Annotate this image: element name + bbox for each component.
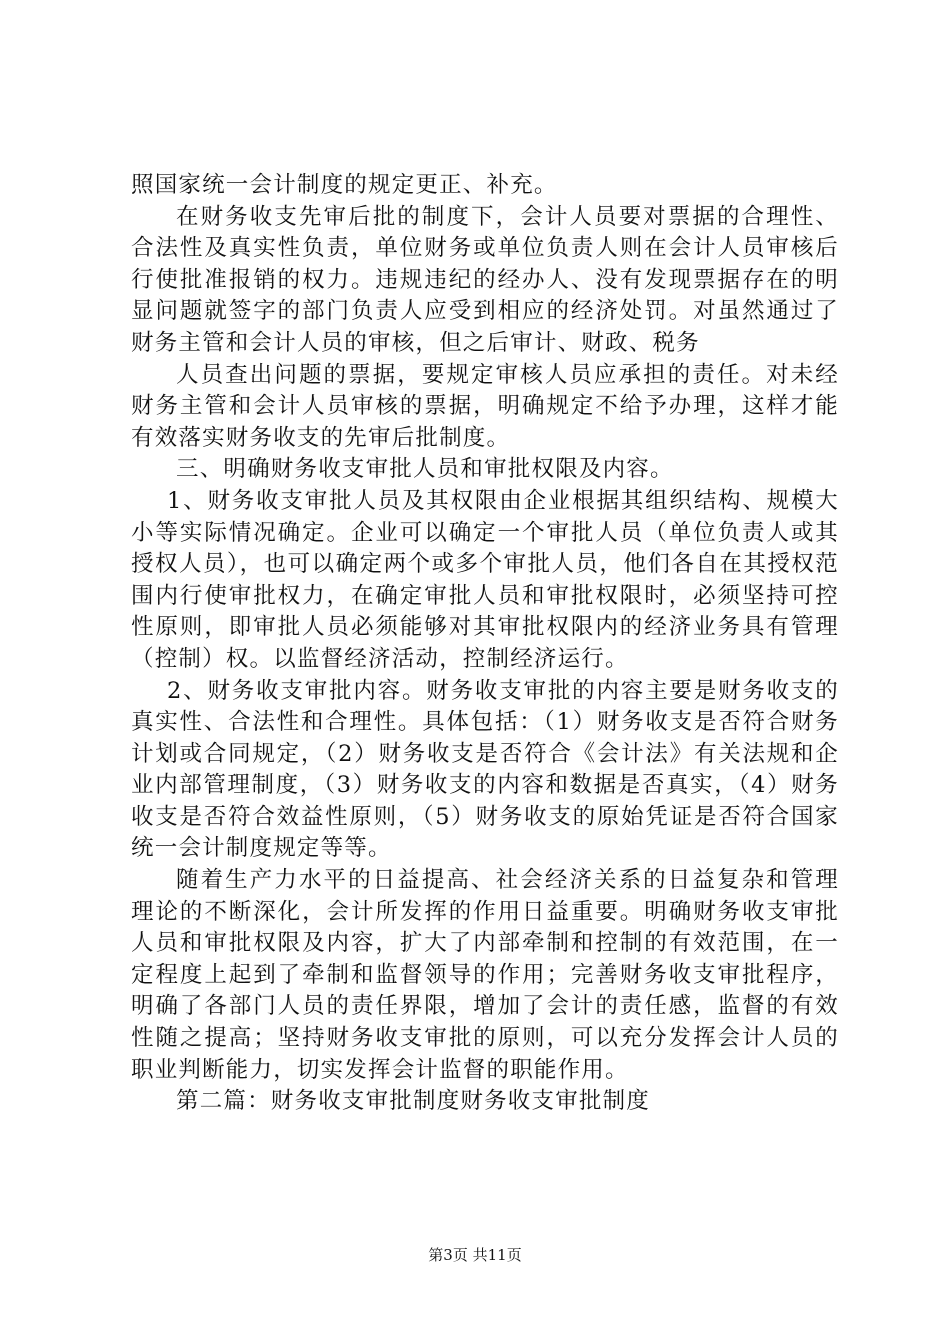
- paragraph-review-before-approval: 在财务收支先审后批的制度下，会计人员要对票据的合理性、合法性及真实性负责，单位财务或单位负责人则在会计人员审核后行使批准报销的权力。违规违纪的经办人、没有发现票据存在的明显问题就签字的部门负责人应受到相应的经济处罚。对虽然通过了财务主管和会计人员的审核，但之后审计、财政、税务: [131, 203, 839, 356]
- paragraph-approver-authority: 1、财务收支审批人员及其权限由企业根据其组织结构、规模大小等实际情况确定。企业可以确定一个审批人员（单位负责人或其授权人员），也可以确定两个或多个审批人员，他们各自在其授权范围内行使审批权力，在确定审批人员和审批权限时，必须坚持可控性原则，即审批人员必须能够对其审批权限内的经济业务具有管理（控制）权。以监督经济活动，控制经济运行。: [131, 487, 839, 672]
- section-heading-3: 三、明确财务收支审批人员和审批权限及内容。: [176, 456, 674, 483]
- document-body: [131, 170, 839, 1118]
- paragraph-audit-responsibility: 人员查出问题的票据，要规定审核人员应承担的责任。对未经财务主管和会计人员审核的票据，明确规定不给予办理，这样才能有效落实财务收支的先审后批制度。: [131, 361, 839, 451]
- chapter-heading-2: 第二篇：财务收支审批制度财务收支审批制度: [176, 1088, 651, 1115]
- paragraph-approval-content: 2、财务收支审批内容。财务收支审批的内容主要是财务收支的真实性、合法性和合理性。具体包括：（1）财务收支是否符合财务计划或合同规定，（2）财务收支是否符合《会计法》有关法规和企业内部管理制度，（3）财务收支的内容和数据是否真实，（4）财务收支是否符合效益性原则，（5）财务收支的原始凭证是否符合国家统一会计制度规定等等。: [131, 677, 839, 862]
- paragraph-continuation: 照国家统一会计制度的规定更正、补充。: [131, 172, 558, 198]
- page-number-footer: 第3页 共11页: [428, 1246, 522, 1264]
- paragraph-conclusion: 随着生产力水平的日益提高、社会经济关系的日益复杂和管理理论的不断深化，会计所发挥的作用日益重要。明确财务收支审批人员和审批权限及内容，扩大了内部牵制和控制的有效范围，在一定程度上起到了牵制和监督领导的作用；完善财务收支审批程序，明确了各部门人员的责任界限，增加了会计的责任感，监督的有效性随之提高；坚持财务收支审批的原则，可以充分发挥会计人员的职业判断能力，切实发挥会计监督的职能作用。: [131, 867, 839, 1083]
